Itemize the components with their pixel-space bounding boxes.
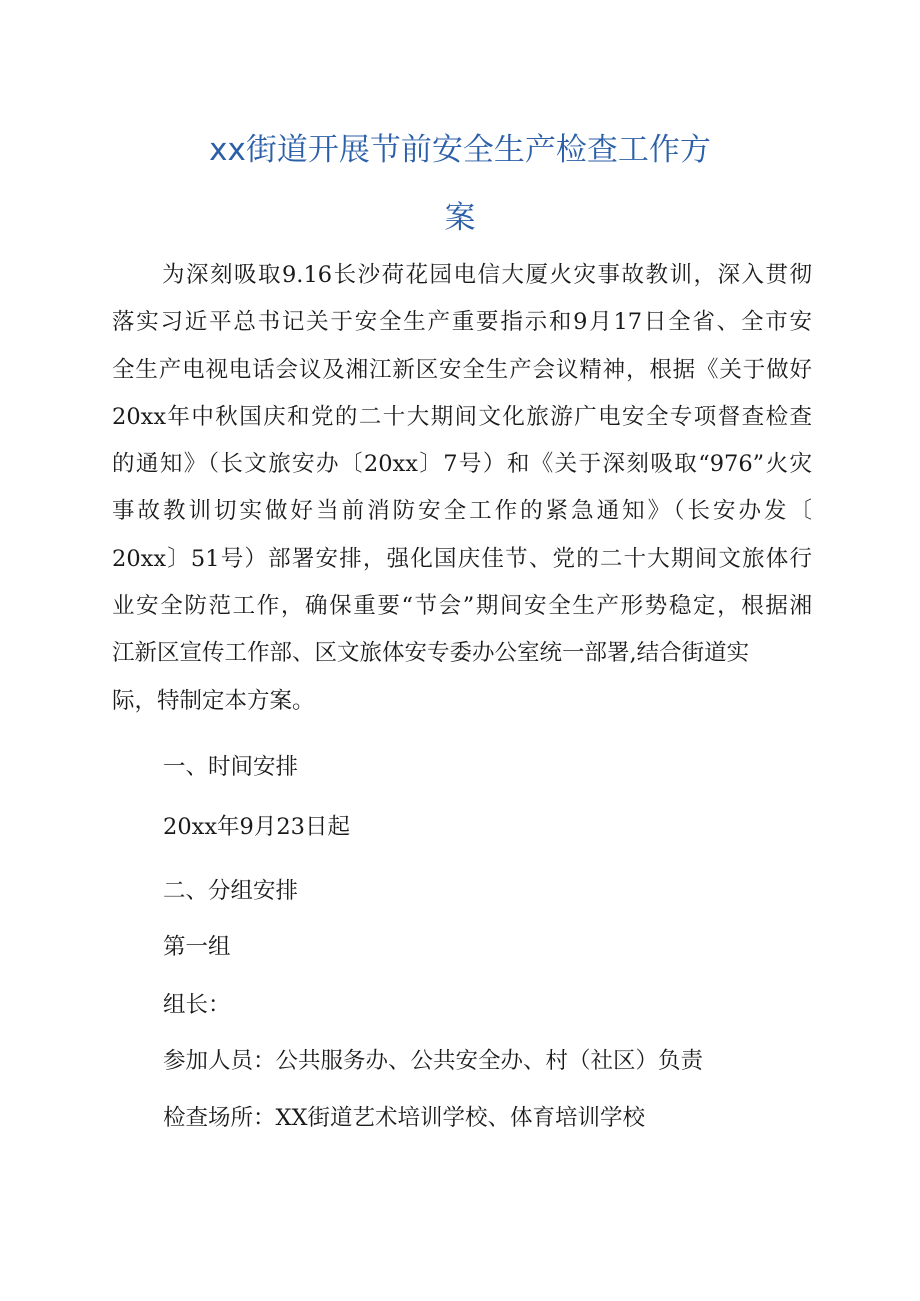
intro-line: 业安全防范工作，确保重要“节会”期间安全生产形势稳定，根据湘 <box>112 593 812 620</box>
document-title-line-2: 案 <box>444 200 476 236</box>
schedule-date: 20xx年9月23日起 <box>163 814 350 840</box>
group-label: 第一组 <box>163 934 231 960</box>
intro-line: 落实习近平总书记关于安全生产重要指示和9月17日全省、全市安 <box>112 309 812 336</box>
document-title-line-1: xx街道开展节前安全生产检查工作方 <box>209 132 711 168</box>
intro-line: 20xx〕51号）部署安排，强化国庆佳节、党的二十大期间文旅体行 <box>112 545 812 572</box>
section-heading-groups: 二、分组安排 <box>163 878 299 904</box>
intro-line: 为深刻吸取9.16长沙荷花园电信大厦火灾事故教训，深入贯彻 <box>162 262 812 288</box>
intro-line: 江新区宣传工作部、区文旅体安专委办公室统一部署,结合街道实 <box>112 640 750 667</box>
group-members: 参加人员：公共服务办、公共安全办、村（社区）负责 <box>163 1048 704 1074</box>
intro-line: 20xx年中秋国庆和党的二十大期间文化旅游广电安全专项督查检查 <box>112 403 812 430</box>
group-leader: 组长： <box>163 992 231 1018</box>
intro-line: 的通知》（长文旅安办〔20xx〕7号）和《关于深刻吸取“976”火灾 <box>112 451 812 478</box>
intro-line: 际，特制定本方案。 <box>112 687 315 714</box>
intro-line: 全生产电视电话会议及湘江新区安全生产会议精神，根据《关于做好 <box>112 356 812 383</box>
section-heading-time: 一、时间安排 <box>163 754 299 780</box>
intro-paragraph <box>112 252 812 725</box>
intro-line: 事故教训切实做好当前消防安全工作的紧急通知》（长安办发〔 <box>112 498 812 525</box>
inspection-venue: 检查场所：XX街道艺术培训学校、体育培训学校 <box>163 1105 646 1131</box>
